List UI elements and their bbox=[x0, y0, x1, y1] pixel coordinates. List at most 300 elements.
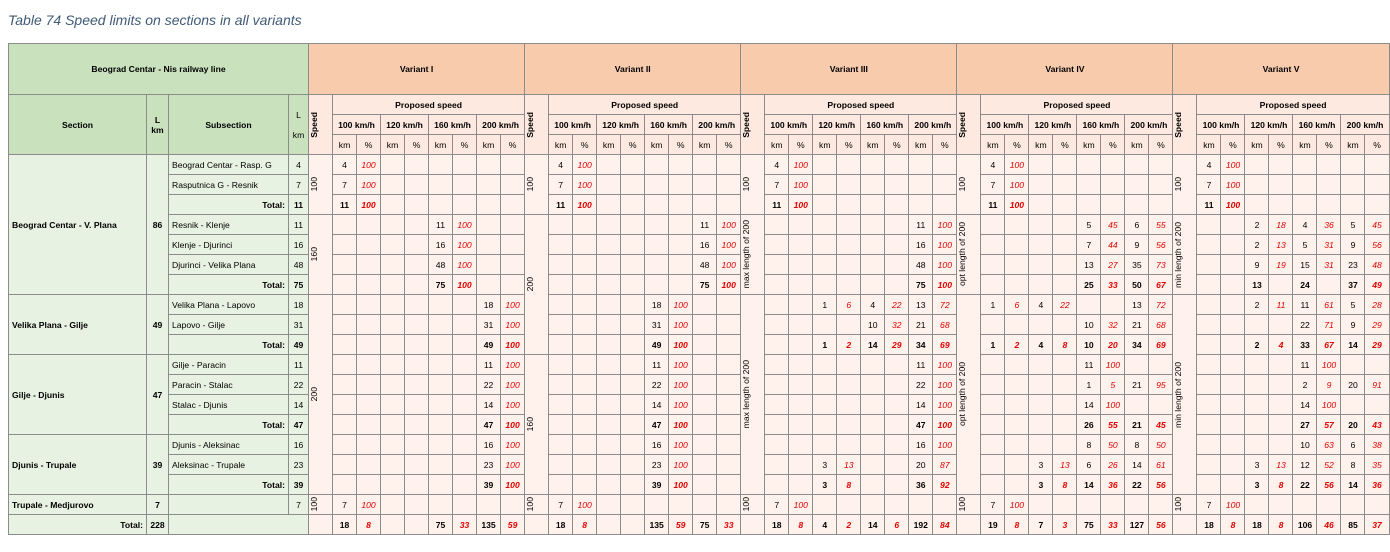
km-cell bbox=[693, 415, 717, 435]
percent-cell bbox=[621, 435, 645, 455]
percent-cell bbox=[885, 235, 909, 255]
km-cell: 8 bbox=[1341, 455, 1365, 475]
km-cell: 16 bbox=[645, 435, 669, 455]
km-header: km bbox=[1125, 135, 1149, 155]
km-cell bbox=[1197, 355, 1221, 375]
percent-cell bbox=[885, 475, 909, 495]
km-cell bbox=[477, 175, 501, 195]
km-cell: 7 bbox=[765, 175, 789, 195]
percent-cell bbox=[789, 475, 813, 495]
km-cell bbox=[429, 375, 453, 395]
km-cell bbox=[1197, 215, 1221, 235]
percent-cell bbox=[837, 195, 861, 215]
section-length: 7 bbox=[147, 495, 169, 515]
km-cell bbox=[333, 315, 357, 335]
variant-header: Variant V bbox=[1173, 44, 1389, 95]
km-cell bbox=[1197, 375, 1221, 395]
percent-cell: 56 bbox=[1149, 515, 1173, 535]
km-cell: 2 bbox=[1245, 215, 1269, 235]
km-cell bbox=[597, 155, 621, 175]
speed-group-label: 100 bbox=[309, 177, 320, 192]
km-cell bbox=[1245, 175, 1269, 195]
speed-group bbox=[309, 495, 333, 515]
km-cell bbox=[1029, 395, 1053, 415]
percent-cell bbox=[453, 415, 477, 435]
percent-cell bbox=[453, 155, 477, 175]
km-cell bbox=[429, 315, 453, 335]
percent-cell bbox=[357, 275, 381, 295]
km-cell bbox=[765, 455, 789, 475]
km-cell: 22 bbox=[1293, 315, 1317, 335]
percent-header: % bbox=[1221, 135, 1245, 155]
percent-cell bbox=[1149, 495, 1173, 515]
subsection-header: Subsection bbox=[169, 95, 289, 155]
length-label: L bbox=[154, 114, 161, 125]
km-cell bbox=[1341, 175, 1365, 195]
km-cell bbox=[693, 155, 717, 175]
sub-length-header bbox=[289, 95, 309, 155]
km-cell bbox=[597, 455, 621, 475]
subsection-length: 7 bbox=[289, 495, 309, 515]
speed-group bbox=[957, 495, 981, 515]
speed-group bbox=[1173, 295, 1197, 495]
percent-cell: 100 bbox=[357, 155, 381, 175]
km-cell: 2 bbox=[1293, 375, 1317, 395]
table-row bbox=[9, 155, 1390, 175]
percent-cell: 8 bbox=[837, 475, 861, 495]
percent-cell: 100 bbox=[669, 315, 693, 335]
km-cell: 15 bbox=[1293, 255, 1317, 275]
km-header: km bbox=[909, 135, 933, 155]
speed-class-header: 160 km/h bbox=[429, 115, 477, 135]
km-cell bbox=[765, 475, 789, 495]
km-cell: 8 bbox=[1077, 435, 1101, 455]
percent-cell bbox=[1221, 255, 1245, 275]
km-cell: 20 bbox=[909, 455, 933, 475]
percent-cell: 32 bbox=[1101, 315, 1125, 335]
km-cell: 16 bbox=[477, 435, 501, 455]
km-cell bbox=[981, 395, 1005, 415]
percent-cell bbox=[669, 235, 693, 255]
speed-group bbox=[741, 495, 765, 515]
percent-cell bbox=[717, 295, 741, 315]
percent-cell bbox=[669, 175, 693, 195]
percent-cell: 72 bbox=[933, 295, 957, 315]
speed-class-header: 200 km/h bbox=[1341, 115, 1389, 135]
km-cell bbox=[861, 495, 885, 515]
km-cell bbox=[429, 155, 453, 175]
percent-header: % bbox=[1005, 135, 1029, 155]
percent-cell bbox=[357, 455, 381, 475]
km-cell bbox=[693, 435, 717, 455]
speed-group bbox=[525, 495, 549, 515]
percent-cell bbox=[1317, 275, 1341, 295]
speed-class-header: 120 km/h bbox=[381, 115, 429, 135]
percent-header: % bbox=[405, 135, 429, 155]
percent-cell: 45 bbox=[1101, 215, 1125, 235]
subsection-length: 11 bbox=[289, 215, 309, 235]
percent-cell bbox=[885, 375, 909, 395]
km-cell bbox=[861, 175, 885, 195]
percent-cell: 100 bbox=[933, 255, 957, 275]
km-header: km bbox=[597, 135, 621, 155]
km-cell: 16 bbox=[693, 235, 717, 255]
km-cell: 14 bbox=[1293, 395, 1317, 415]
km-header: km bbox=[861, 135, 885, 155]
km-cell: 48 bbox=[693, 255, 717, 275]
km-cell: 2 bbox=[1245, 335, 1269, 355]
subsection-total-label: Total: bbox=[169, 275, 289, 295]
percent-cell bbox=[885, 435, 909, 455]
subsection-length: 39 bbox=[289, 475, 309, 495]
km-cell bbox=[813, 495, 837, 515]
km-cell: 16 bbox=[429, 235, 453, 255]
km-cell bbox=[429, 175, 453, 195]
section-name: Trupale - Medjurovo bbox=[9, 495, 147, 515]
percent-cell: 33 bbox=[717, 515, 741, 535]
percent-cell bbox=[837, 395, 861, 415]
section-name: Gilje - Djunis bbox=[9, 355, 147, 435]
percent-cell bbox=[717, 355, 741, 375]
percent-cell bbox=[621, 335, 645, 355]
percent-cell bbox=[717, 495, 741, 515]
speed-group-label: 100 bbox=[741, 497, 752, 512]
km-cell bbox=[1197, 335, 1221, 355]
speed-group bbox=[309, 215, 333, 295]
percent-cell bbox=[621, 415, 645, 435]
km-cell bbox=[1125, 355, 1149, 375]
percent-cell: 2 bbox=[837, 335, 861, 355]
percent-cell bbox=[1221, 355, 1245, 375]
percent-cell bbox=[885, 395, 909, 415]
km-cell bbox=[549, 355, 573, 375]
km-header: km bbox=[765, 135, 789, 155]
percent-cell bbox=[717, 415, 741, 435]
km-cell: 7 bbox=[333, 175, 357, 195]
km-cell bbox=[861, 435, 885, 455]
percent-cell: 100 bbox=[933, 215, 957, 235]
percent-cell: 4 bbox=[1269, 335, 1293, 355]
km-cell: 22 bbox=[909, 375, 933, 395]
km-cell bbox=[861, 415, 885, 435]
percent-cell: 91 bbox=[1365, 375, 1389, 395]
percent-cell bbox=[501, 255, 525, 275]
proposed-speed-header: Proposed speed bbox=[765, 95, 957, 115]
speed-group-label: opt length of 200 bbox=[957, 222, 968, 287]
km-cell: 7 bbox=[549, 175, 573, 195]
km-cell: 6 bbox=[1125, 215, 1149, 235]
km-cell bbox=[1077, 295, 1101, 315]
km-header: km bbox=[333, 135, 357, 155]
km-cell: 13 bbox=[1125, 295, 1149, 315]
km-cell bbox=[1029, 355, 1053, 375]
percent-cell: 37 bbox=[1365, 515, 1389, 535]
km-cell: 5 bbox=[1341, 215, 1365, 235]
km-cell bbox=[645, 195, 669, 215]
percent-cell bbox=[1101, 295, 1125, 315]
percent-cell bbox=[789, 375, 813, 395]
percent-cell bbox=[405, 475, 429, 495]
percent-cell: 100 bbox=[501, 355, 525, 375]
speed-header bbox=[525, 95, 549, 155]
km-cell bbox=[981, 215, 1005, 235]
km-cell: 3 bbox=[1029, 475, 1053, 495]
percent-cell bbox=[837, 355, 861, 375]
percent-cell: 100 bbox=[357, 195, 381, 215]
speed-group-label: 100 bbox=[525, 177, 536, 192]
km-cell bbox=[333, 415, 357, 435]
km-cell: 5 bbox=[1293, 235, 1317, 255]
percent-cell: 33 bbox=[1101, 275, 1125, 295]
percent-cell: 6 bbox=[885, 515, 909, 535]
percent-cell: 87 bbox=[933, 455, 957, 475]
percent-cell bbox=[885, 175, 909, 195]
percent-cell: 5 bbox=[1101, 375, 1125, 395]
subsection-length: 11 bbox=[289, 195, 309, 215]
km-header: km bbox=[693, 135, 717, 155]
km-cell: 31 bbox=[477, 315, 501, 335]
percent-cell: 29 bbox=[1365, 335, 1389, 355]
percent-cell bbox=[1053, 275, 1077, 295]
percent-cell: 100 bbox=[501, 315, 525, 335]
subsection-name bbox=[169, 495, 289, 515]
km-cell bbox=[381, 515, 405, 535]
percent-cell: 31 bbox=[1317, 235, 1341, 255]
km-cell: 34 bbox=[1125, 335, 1149, 355]
percent-cell: 100 bbox=[1317, 395, 1341, 415]
km-cell: 48 bbox=[429, 255, 453, 275]
km-cell bbox=[693, 455, 717, 475]
km-cell bbox=[693, 195, 717, 215]
km-cell bbox=[333, 455, 357, 475]
header-row-proposed bbox=[9, 95, 1390, 115]
percent-cell bbox=[669, 275, 693, 295]
percent-cell: 100 bbox=[933, 415, 957, 435]
percent-cell bbox=[357, 475, 381, 495]
percent-cell bbox=[405, 255, 429, 275]
percent-cell bbox=[501, 495, 525, 515]
km-cell bbox=[1077, 195, 1101, 215]
percent-cell: 100 bbox=[933, 275, 957, 295]
speed-group bbox=[1173, 155, 1197, 215]
percent-cell bbox=[621, 255, 645, 275]
km-cell bbox=[861, 195, 885, 215]
km-header: km bbox=[381, 135, 405, 155]
table-row bbox=[9, 295, 1390, 315]
percent-cell: 100 bbox=[669, 435, 693, 455]
km-cell bbox=[381, 235, 405, 255]
subsection-length: 49 bbox=[289, 335, 309, 355]
km-cell bbox=[1197, 415, 1221, 435]
km-cell: 35 bbox=[1125, 255, 1149, 275]
percent-cell: 8 bbox=[1005, 515, 1029, 535]
km-cell bbox=[429, 455, 453, 475]
km-cell: 47 bbox=[477, 415, 501, 435]
percent-cell bbox=[1005, 455, 1029, 475]
length-unit: km bbox=[151, 124, 164, 135]
percent-cell bbox=[1317, 195, 1341, 215]
km-header: km bbox=[477, 135, 501, 155]
percent-cell bbox=[621, 455, 645, 475]
percent-cell bbox=[357, 415, 381, 435]
speed-group-label: min length of 200 bbox=[1173, 361, 1184, 428]
percent-cell bbox=[357, 355, 381, 375]
km-cell bbox=[765, 395, 789, 415]
speed-class-header: 120 km/h bbox=[813, 115, 861, 135]
percent-cell bbox=[1101, 195, 1125, 215]
km-cell bbox=[1341, 355, 1365, 375]
km-cell bbox=[429, 195, 453, 215]
percent-cell: 63 bbox=[1317, 435, 1341, 455]
percent-cell: 100 bbox=[717, 275, 741, 295]
km-cell bbox=[909, 195, 933, 215]
percent-cell: 43 bbox=[1365, 415, 1389, 435]
percent-cell bbox=[453, 335, 477, 355]
km-cell: 18 bbox=[549, 515, 573, 535]
percent-cell bbox=[357, 315, 381, 335]
km-cell bbox=[1293, 155, 1317, 175]
km-cell bbox=[861, 155, 885, 175]
km-cell bbox=[861, 375, 885, 395]
percent-cell: 33 bbox=[453, 515, 477, 535]
km-cell bbox=[645, 235, 669, 255]
km-cell bbox=[1077, 495, 1101, 515]
km-cell bbox=[477, 215, 501, 235]
km-cell: 16 bbox=[909, 235, 933, 255]
percent-cell: 55 bbox=[1101, 415, 1125, 435]
km-cell: 5 bbox=[1077, 215, 1101, 235]
km-cell bbox=[861, 235, 885, 255]
km-cell: 7 bbox=[1077, 235, 1101, 255]
percent-cell bbox=[621, 295, 645, 315]
percent-cell bbox=[405, 195, 429, 215]
percent-cell bbox=[837, 415, 861, 435]
percent-cell: 56 bbox=[1149, 235, 1173, 255]
percent-cell bbox=[621, 215, 645, 235]
speed-header-label: Speed bbox=[957, 111, 968, 138]
percent-cell: 36 bbox=[1365, 475, 1389, 495]
speed-class-header: 120 km/h bbox=[597, 115, 645, 135]
percent-cell bbox=[837, 315, 861, 335]
km-header: km bbox=[981, 135, 1005, 155]
percent-cell: 13 bbox=[1053, 455, 1077, 475]
percent-cell bbox=[501, 235, 525, 255]
km-cell bbox=[981, 315, 1005, 335]
percent-cell bbox=[1053, 495, 1077, 515]
section-length: 39 bbox=[147, 435, 169, 495]
km-cell bbox=[381, 495, 405, 515]
speed-group bbox=[525, 355, 549, 495]
percent-cell: 68 bbox=[933, 315, 957, 335]
percent-cell: 84 bbox=[933, 515, 957, 535]
km-cell bbox=[1029, 255, 1053, 275]
percent-cell bbox=[1005, 315, 1029, 335]
percent-cell bbox=[357, 335, 381, 355]
percent-cell: 36 bbox=[1101, 475, 1125, 495]
percent-cell bbox=[717, 155, 741, 175]
percent-cell: 100 bbox=[669, 415, 693, 435]
km-cell bbox=[549, 375, 573, 395]
grand-total-row bbox=[9, 515, 1390, 535]
percent-cell bbox=[885, 215, 909, 235]
km-cell: 49 bbox=[477, 335, 501, 355]
km-cell: 75 bbox=[909, 275, 933, 295]
km-cell: 4 bbox=[1197, 155, 1221, 175]
line-title: Beograd Centar - Nis railway line bbox=[9, 44, 309, 95]
percent-cell bbox=[1005, 215, 1029, 235]
table-title: Table 74 Speed limits on sections in all variants bbox=[8, 12, 302, 28]
km-cell bbox=[549, 235, 573, 255]
percent-cell bbox=[621, 235, 645, 255]
km-cell bbox=[381, 175, 405, 195]
speed-group-label: 200 bbox=[525, 277, 536, 292]
km-cell: 14 bbox=[477, 395, 501, 415]
km-cell bbox=[477, 275, 501, 295]
percent-header: % bbox=[453, 135, 477, 155]
percent-cell: 100 bbox=[669, 335, 693, 355]
percent-cell bbox=[405, 355, 429, 375]
grand-total-speed-blank bbox=[741, 515, 765, 535]
percent-cell: 100 bbox=[501, 415, 525, 435]
km-cell: 3 bbox=[1245, 455, 1269, 475]
percent-cell: 100 bbox=[1005, 495, 1029, 515]
km-cell bbox=[1029, 275, 1053, 295]
km-header: km bbox=[1029, 135, 1053, 155]
km-cell bbox=[645, 155, 669, 175]
km-cell bbox=[381, 435, 405, 455]
percent-header: % bbox=[621, 135, 645, 155]
km-cell: 7 bbox=[1197, 175, 1221, 195]
km-cell bbox=[693, 175, 717, 195]
percent-cell: 46 bbox=[1317, 515, 1341, 535]
percent-cell bbox=[621, 475, 645, 495]
section-length: 47 bbox=[147, 355, 169, 435]
percent-cell bbox=[1221, 295, 1245, 315]
percent-cell bbox=[789, 215, 813, 235]
km-cell bbox=[813, 215, 837, 235]
percent-cell: 100 bbox=[501, 295, 525, 315]
km-cell: 14 bbox=[909, 395, 933, 415]
km-cell: 5 bbox=[1341, 295, 1365, 315]
percent-header: % bbox=[837, 135, 861, 155]
km-cell bbox=[861, 395, 885, 415]
percent-cell bbox=[789, 235, 813, 255]
subsection-name: Rasputnica G - Resnik bbox=[169, 175, 289, 195]
km-cell: 7 bbox=[981, 495, 1005, 515]
km-cell bbox=[597, 415, 621, 435]
km-cell bbox=[981, 375, 1005, 395]
percent-cell bbox=[717, 395, 741, 415]
km-cell bbox=[645, 255, 669, 275]
km-cell bbox=[981, 475, 1005, 495]
km-cell bbox=[1029, 215, 1053, 235]
subsection-name: Aleksinac - Trupale bbox=[169, 455, 289, 475]
percent-cell bbox=[1269, 195, 1293, 215]
percent-header: % bbox=[573, 135, 597, 155]
km-cell bbox=[1197, 235, 1221, 255]
percent-header: % bbox=[357, 135, 381, 155]
km-cell bbox=[597, 475, 621, 495]
km-cell bbox=[981, 355, 1005, 375]
section-length: 49 bbox=[147, 295, 169, 355]
speed-class-header: 160 km/h bbox=[861, 115, 909, 135]
subsection-length: 7 bbox=[289, 175, 309, 195]
percent-cell: 19 bbox=[1269, 255, 1293, 275]
km-cell bbox=[333, 335, 357, 355]
proposed-speed-header: Proposed speed bbox=[549, 95, 741, 115]
percent-cell bbox=[885, 415, 909, 435]
percent-cell bbox=[573, 215, 597, 235]
